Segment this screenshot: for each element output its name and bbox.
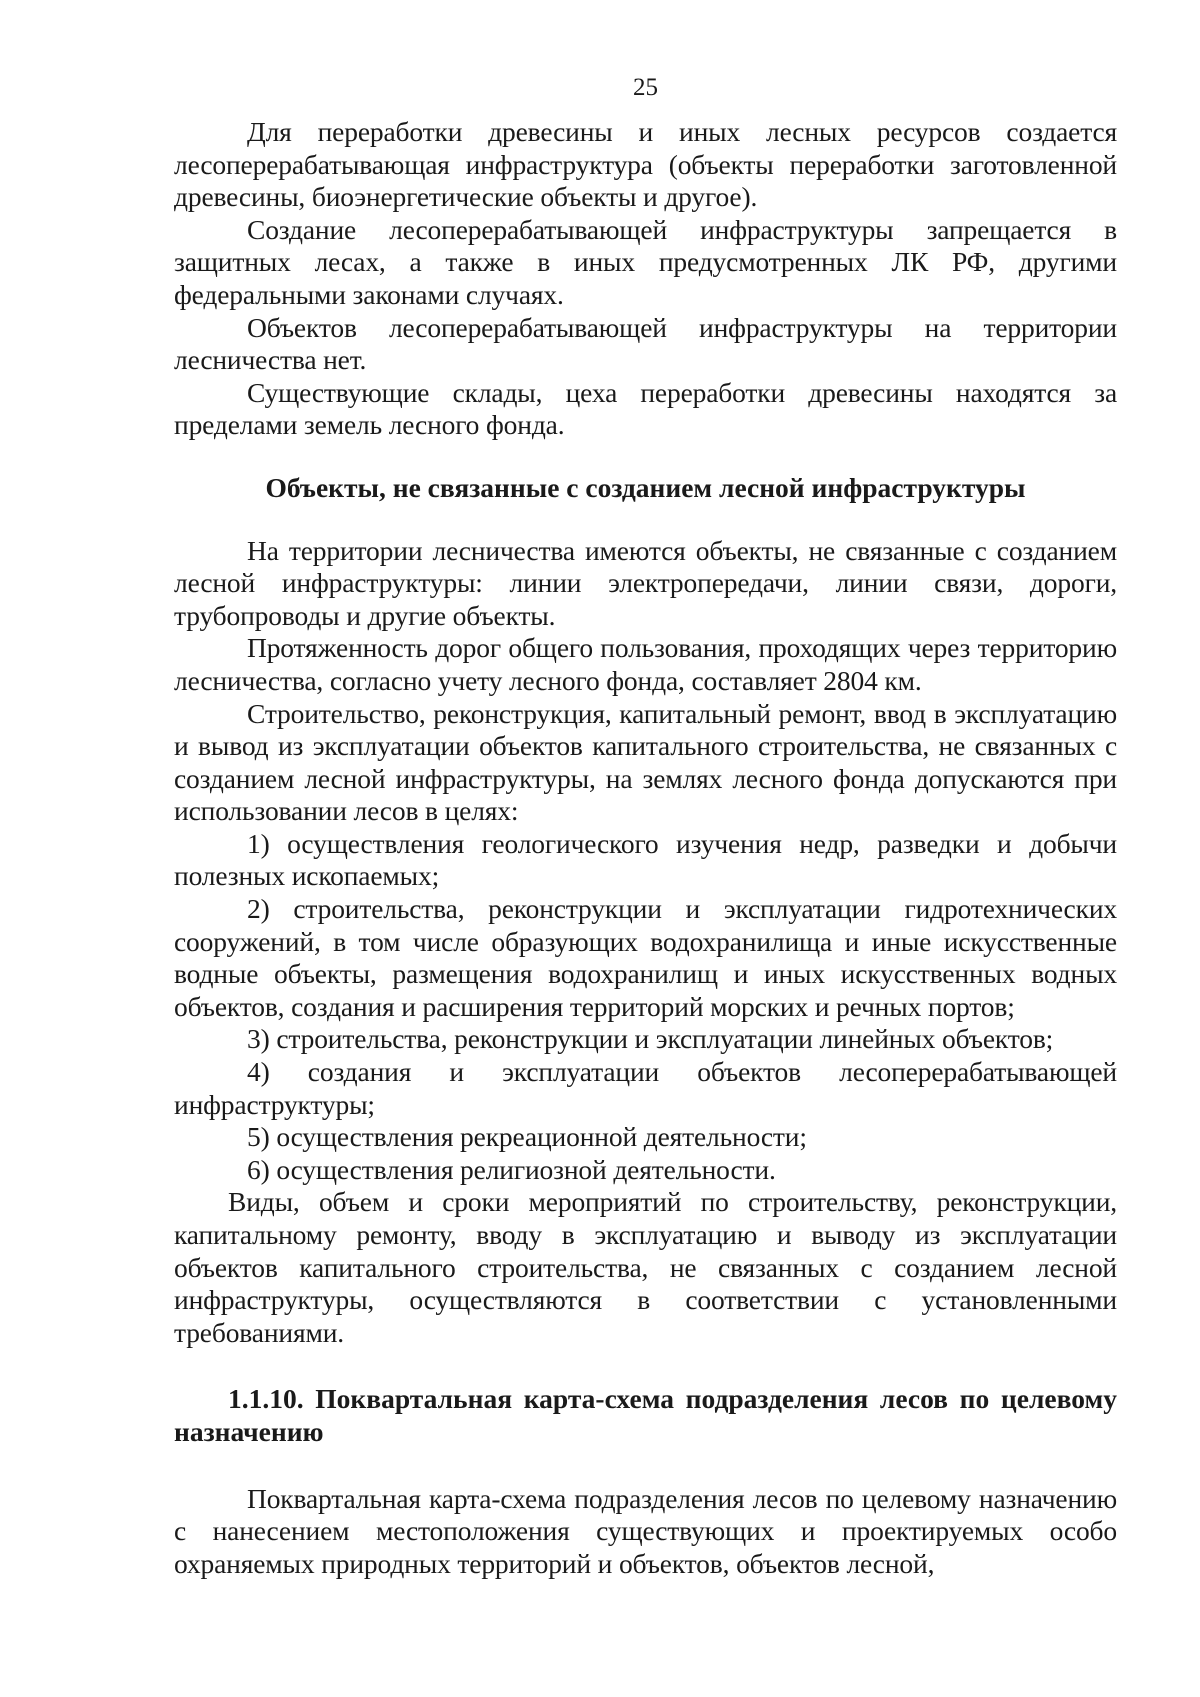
paragraph-objects-present: На территории лесничества имеются объекты, не связанные с созданием лесной инфраструктуры: линии электропередачи, линии связи, дороги, трубопроводы и другие объекты. — [174, 534, 1117, 631]
paragraph-construction-purposes: Строительство, реконструкция, капитальный ремонт, ввод в эксплуатацию и вывод из эксплуатации объектов капитального строительства, не связанных с созданием лесной инфраструктуры, на землях лесного фонда допускаются при использовании лесов в целях: — [174, 697, 1117, 827]
page-number: 25 — [633, 74, 658, 101]
list-item: 5) осуществления рекреационной деятельности; — [247, 1121, 807, 1153]
paragraph-road-length: Протяженность дорог общего пользования, проходящих через территорию лесничества, согласно учету лесного фонда, составляет 2804 км. — [174, 632, 1117, 696]
heading-non-forest-objects: Объекты, не связанные с созданием лесной инфраструктуры — [265, 471, 1026, 503]
paragraph-quarterly-map: Поквартальная карта-схема подразделения лесов по целевому назначению с нанесением местоположения существующих и проектируемых особо охраняемых природных территорий и объектов, объектов лесной, — [174, 1482, 1117, 1579]
purpose-list — [174, 828, 1117, 1187]
list-item: 1) осуществления геологического изучения недр, разведки и добычи полезных ископаемых; — [174, 827, 1117, 892]
paragraph-existing-warehouses: Существующие склады, цеха переработки древесины находятся за пределами земель лесного фонда. — [174, 376, 1117, 441]
paragraph-activity-types: Виды, объем и сроки мероприятий по строительству, реконструкции, капитальному ремонту, вводу в эксплуатацию и выводу из эксплуатации объектов капитального строительства, не связанных с созданием лесной инфраструктуры, осуществляются в соответствии с установленными требованиями. — [174, 1186, 1117, 1348]
list-item: 4) создания и эксплуатации объектов лесоперерабатывающей инфраструктуры; — [174, 1056, 1117, 1120]
section-heading-quarterly-map: 1.1.10. Поквартальная карта-схема подразделения лесов по целевому назначению — [174, 1383, 1117, 1447]
list-item: 3) строительства, реконструкции и эксплуатации линейных объектов; — [247, 1023, 1054, 1055]
document-body — [174, 116, 1117, 1580]
paragraph-infrastructure-ban: Создание лесоперерабатывающей инфраструктуры запрещается в защитных лесах, а также в иных предусмотренных ЛК РФ, другими федеральными законами случаях. — [174, 213, 1117, 310]
paragraph-no-objects: Объектов лесоперерабатывающей инфраструктуры на территории лесничества нет. — [174, 311, 1117, 376]
list-item: 2) строительства, реконструкции и эксплуатации гидротехнических сооружений, в том числе образующих водохранилища и иные искусственные водные объекты, размещения водохранилищ и иных искусственных водных объектов, создания и расширения территорий морских и речных портов; — [174, 893, 1117, 1022]
paragraph-wood-processing: Для переработки древесины и иных лесных ресурсов создается лесоперерабатывающая инфраструктура (объекты переработки заготовленной древесины, биоэнергетические объекты и другое). — [174, 116, 1117, 213]
list-item: 6) осуществления религиозной деятельности. — [247, 1153, 776, 1185]
